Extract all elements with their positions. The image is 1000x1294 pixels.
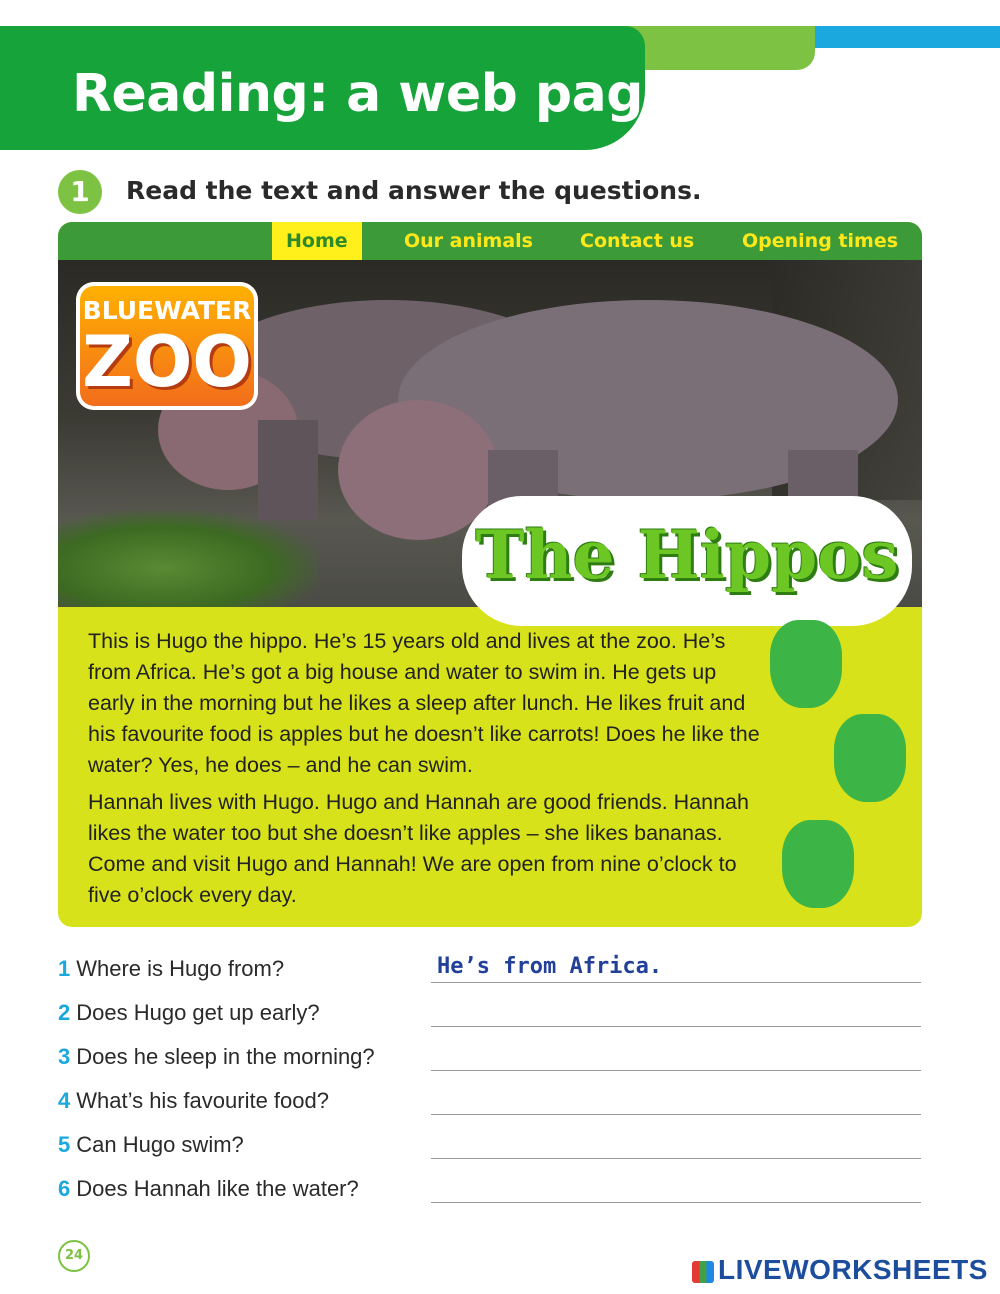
feature-title-badge <box>462 496 912 626</box>
answer-line-4[interactable] <box>431 1114 921 1115</box>
question-6: 6 Does Hannah like the water? <box>58 1176 359 1201</box>
zoo-nav-bar <box>58 222 922 260</box>
answer-line-5[interactable] <box>431 1158 921 1159</box>
question-3: 3 Does he sleep in the morning? <box>58 1044 375 1069</box>
question-4: 4 What’s his favourite food? <box>58 1088 329 1113</box>
nav-home[interactable]: Home <box>272 222 362 260</box>
exercise-number: 1 <box>58 170 102 214</box>
nav-our-animals[interactable]: Our animals <box>404 230 533 252</box>
answer-line-2[interactable] <box>431 1026 921 1027</box>
footprint-icon <box>770 620 842 708</box>
nav-opening-times[interactable]: Opening times <box>742 230 899 252</box>
back-hippo-leg <box>258 420 318 520</box>
answer-1-text[interactable]: He’s from Africa. <box>437 954 663 979</box>
bluewater-zoo-logo <box>76 282 258 410</box>
nav-contact-us[interactable]: Contact us <box>580 230 695 252</box>
answer-line-1[interactable] <box>431 982 921 983</box>
zoo-web-page <box>58 222 922 927</box>
feature-title: The Hippos <box>475 516 899 594</box>
page-title: Reading: a web page <box>72 64 678 124</box>
answer-line-3[interactable] <box>431 1070 921 1071</box>
logo-bluewater: BLUEWATER <box>82 296 252 325</box>
exercise-instruction: Read the text and answer the questions. <box>126 176 702 205</box>
answer-line-6[interactable] <box>431 1202 921 1203</box>
hippo-photo <box>58 260 922 607</box>
liveworksheets-logo: LIVEWORKSHEETS <box>692 1254 988 1286</box>
question-1: 1 Where is Hugo from? <box>58 956 285 981</box>
footprint-icon <box>834 714 906 802</box>
article-text <box>88 626 768 917</box>
question-2: 2 Does Hugo get up early? <box>58 1000 320 1025</box>
article-paragraph-2: Hannah lives with Hugo. Hugo and Hannah are good friends. Hannah likes the water too but she doesn’t like apples – she likes bananas. Come and visit Hugo and Hannah! We are open from nine o’clock to five o’clock every day. <box>88 790 749 907</box>
page-number: 24 <box>58 1240 90 1272</box>
question-5: 5 Can Hugo swim? <box>58 1132 244 1157</box>
logo-zoo: ZOO <box>82 321 252 403</box>
liveworksheets-icon <box>692 1261 714 1283</box>
footprint-icon <box>782 820 854 908</box>
article-paragraph-1: This is Hugo the hippo. He’s 15 years old and lives at the zoo. He’s from Africa. He’s got a big house and water to swim in. He gets up early in the morning but he likes a sleep after lunch. He likes fruit and his favourite food is apples but he doesn’t like carrots! Does he like the water? Yes, he does – and he can swim. <box>88 629 760 777</box>
